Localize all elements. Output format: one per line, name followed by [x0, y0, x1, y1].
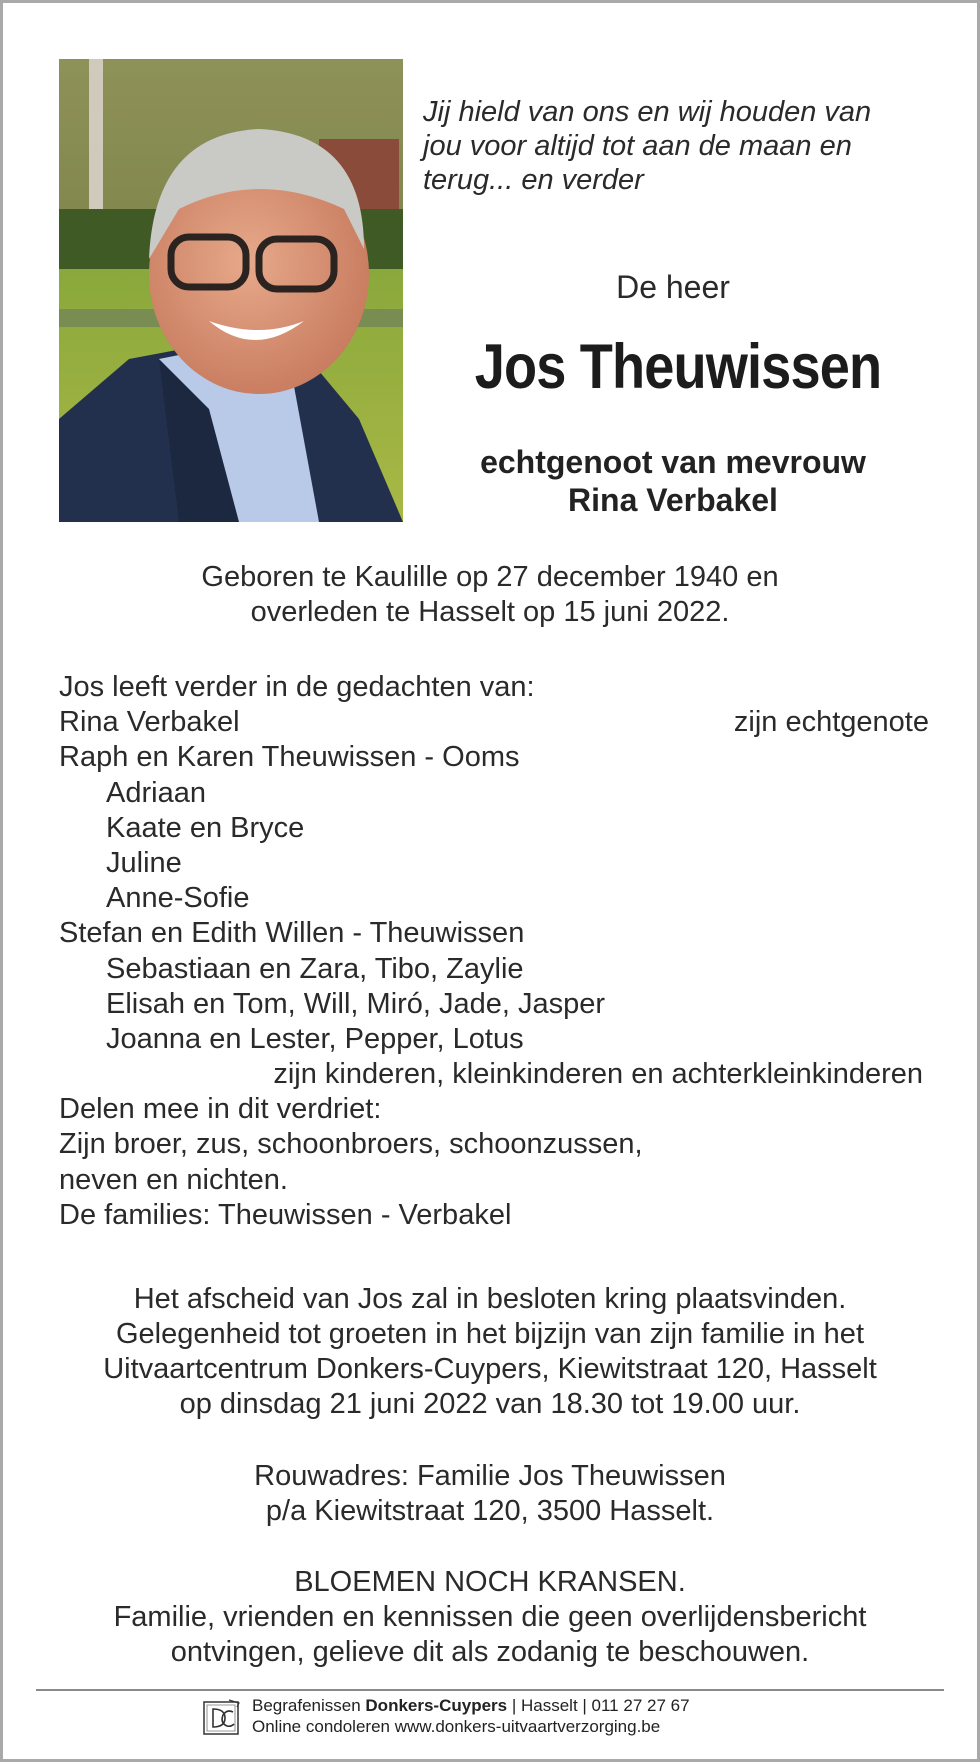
farewell-info — [3, 1282, 977, 1422]
address-line: Rouwadres: Familie Jos Theuwissen — [254, 1460, 726, 1492]
list-item: Anne-Sofie — [106, 882, 250, 915]
list-item: De families: Theuwissen - Verbakel — [59, 1198, 512, 1231]
farewell-line: Het afscheid van Jos zal in besloten kring plaatsvinden. — [133, 1283, 847, 1315]
farewell-line: Gelegenheid tot groeten in het bijzijn van zijn familie in het — [115, 1318, 864, 1350]
spouse-info — [423, 443, 923, 519]
farewell-line: Uitvaartcentrum Donkers-Cuypers, Kiewitstraat 120, Hasselt — [103, 1353, 877, 1385]
share-intro: Delen mee in dit verdriet: — [59, 1093, 382, 1126]
death-line: overleden te Hasselt op 15 juni 2022. — [250, 596, 730, 628]
spouse-line: echtgenoot van mevrouw — [480, 444, 866, 480]
mourners-list — [59, 670, 929, 1233]
address-line: p/a Kiewitstraat 120, 3500 Hasselt. — [265, 1495, 715, 1527]
footer-contact: | Hasselt | 011 27 27 67 — [507, 1696, 690, 1715]
life-dates — [3, 560, 977, 630]
flowers-line: Familie, vrienden en kennissen die geen overlijdensbericht — [113, 1601, 867, 1633]
footer — [203, 1695, 763, 1741]
footer-online-line: Online condoleren www.donkers-uitvaartverzorging.be — [252, 1717, 661, 1736]
list-item: Joanna en Lester, Pepper, Lotus — [106, 1022, 524, 1055]
honorific: De heer — [616, 269, 730, 305]
list-item: Raph en Karen Theuwissen - Ooms — [59, 741, 520, 774]
list-item: Zijn broer, zus, schoonbroers, schoonzussen, — [59, 1128, 643, 1161]
quote-line: terug... en verder — [423, 164, 644, 196]
portrait-photo — [59, 59, 403, 522]
footer-divider — [36, 1689, 944, 1691]
list-item — [59, 705, 929, 740]
list-item: Kaate en Bryce — [106, 811, 305, 844]
list-item: Adriaan — [106, 776, 206, 809]
portrait-image — [59, 59, 403, 522]
mourners-intro: Jos leeft verder in de gedachten van: — [59, 671, 535, 703]
funeral-home-logo-icon — [203, 1699, 241, 1737]
quote — [423, 95, 943, 197]
spouse-mourner: Rina Verbakel — [59, 706, 240, 739]
list-item: Elisah en Tom, Will, Miró, Jade, Jasper — [106, 987, 606, 1020]
relation-label: zijn echtgenote — [733, 706, 929, 739]
birth-line: Geboren te Kaulille op 27 december 1940 en — [201, 561, 779, 593]
list-item: Sebastiaan en Zara, Tibo, Zaylie — [106, 952, 524, 985]
company-name: Donkers-Cuypers — [365, 1696, 508, 1715]
mourning-address — [3, 1459, 977, 1529]
quote-line: Jij hield van ons en wij houden van — [423, 96, 872, 128]
flowers-line: BLOEMEN NOCH KRANSEN. — [294, 1566, 686, 1598]
quote-line: jou voor altijd tot aan de maan en — [423, 130, 852, 162]
flowers-notice — [3, 1565, 977, 1670]
spouse-name: Rina Verbakel — [568, 482, 778, 518]
footer-prefix: Begrafenissen — [252, 1696, 366, 1715]
list-item: Juline — [106, 846, 182, 879]
list-item: neven en nichten. — [59, 1163, 288, 1196]
list-item: Stefan en Edith Willen - Theuwissen — [59, 917, 525, 950]
footer-text — [252, 1695, 690, 1737]
flowers-line: ontvingen, gelieve dit als zodanig te beschouwen. — [170, 1636, 810, 1668]
relation-label: zijn kinderen, kleinkinderen en achterkleinkinderen — [273, 1058, 923, 1091]
farewell-line: op dinsdag 21 juni 2022 van 18.30 tot 19.00 uur. — [179, 1388, 801, 1420]
footer-company-line — [252, 1695, 690, 1716]
deceased-name: Jos Theuwissen — [474, 332, 882, 402]
